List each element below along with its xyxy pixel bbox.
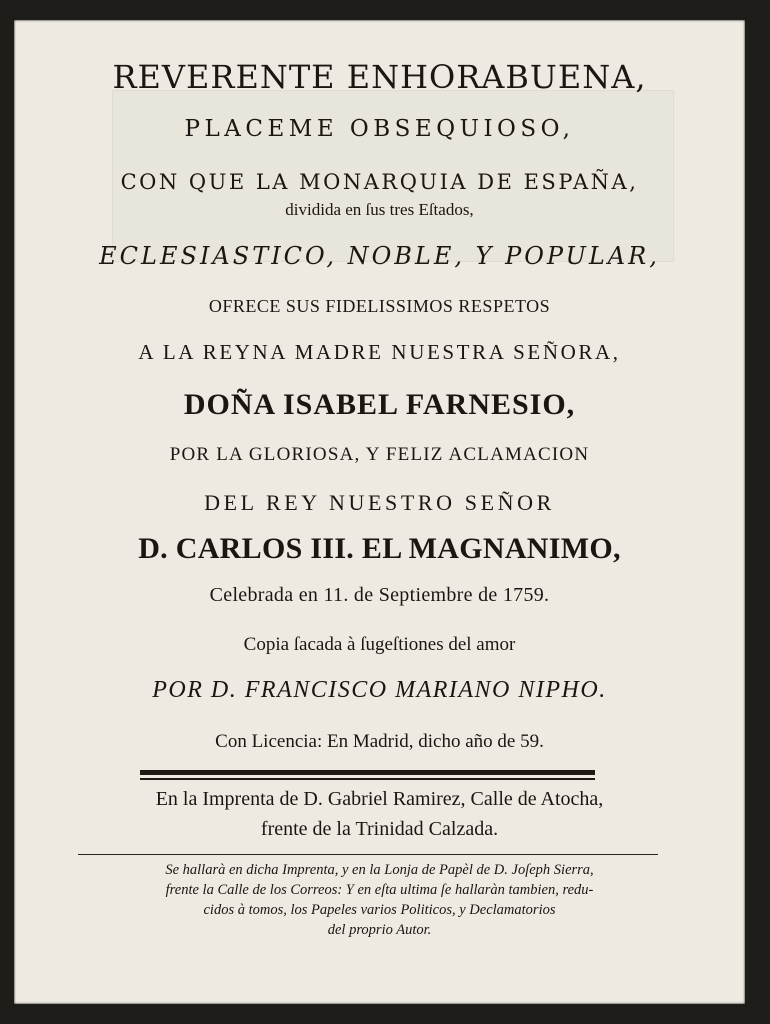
title-line-8: DOÑA ISABEL FARNESIO, [183,388,576,421]
title-line-14: POR D. FRANCISCO MARIANO NIPHO. [152,677,607,703]
title-line-15: Con Licencia: En Madrid, dicho año de 59. [215,731,544,752]
imprint-line-2: frente de la Trinidad Calzada. [260,818,499,840]
title-line-4: dividida en ſus tres Eſtados, [285,200,474,219]
imprint-line-1: En la Imprenta de D. Gabriel Ramirez, Calle de Atocha, [155,788,604,810]
document-page [14,20,745,1004]
note-line-3: cidos à tomos, los Papeles varios Politicos, y Declamatorios [203,902,556,918]
divider-rule-thin [140,778,595,780]
note-line-2: frente la Calle de los Correos: Y en eſta ultima ſe hallaràn tambien, redu- [165,882,594,898]
title-line-10: DEL REY NUESTRO SEÑOR [204,490,555,515]
title-line-11: D. CARLOS III. EL MAGNANIMO, [138,532,621,565]
divider-rule-small [78,854,658,855]
title-line-5: ECLESIASTICO, NOBLE, Y POPULAR, [99,242,660,270]
title-line-12: Celebrada en 11. de Septiembre de 1759. [209,584,550,606]
title-line-3: CON QUE LA MONARQUIA DE ESPAÑA, [120,170,639,194]
divider-rule-thick [140,770,595,775]
title-line-1: REVERENTE ENHORABUENA, [112,58,647,96]
title-line-13: Copia ſacada à ſugeſtiones del amor [243,634,516,655]
note-line-1: Se hallarà en dicha Imprenta, y en la Lonja de Papèl de D. Joſeph Sierra, [165,862,594,878]
note-line-4: del proprio Autor. [327,922,432,938]
title-line-2: PLACEME OBSEQUIOSO, [184,116,575,142]
title-line-9: POR LA GLORIOSA, Y FELIZ ACLAMACION [169,444,590,465]
title-line-6: OFRECE SUS FIDELISSIMOS RESPETOS [208,296,551,316]
title-line-7: A LA REYNA MADRE NUESTRA SEÑORA, [138,340,621,364]
